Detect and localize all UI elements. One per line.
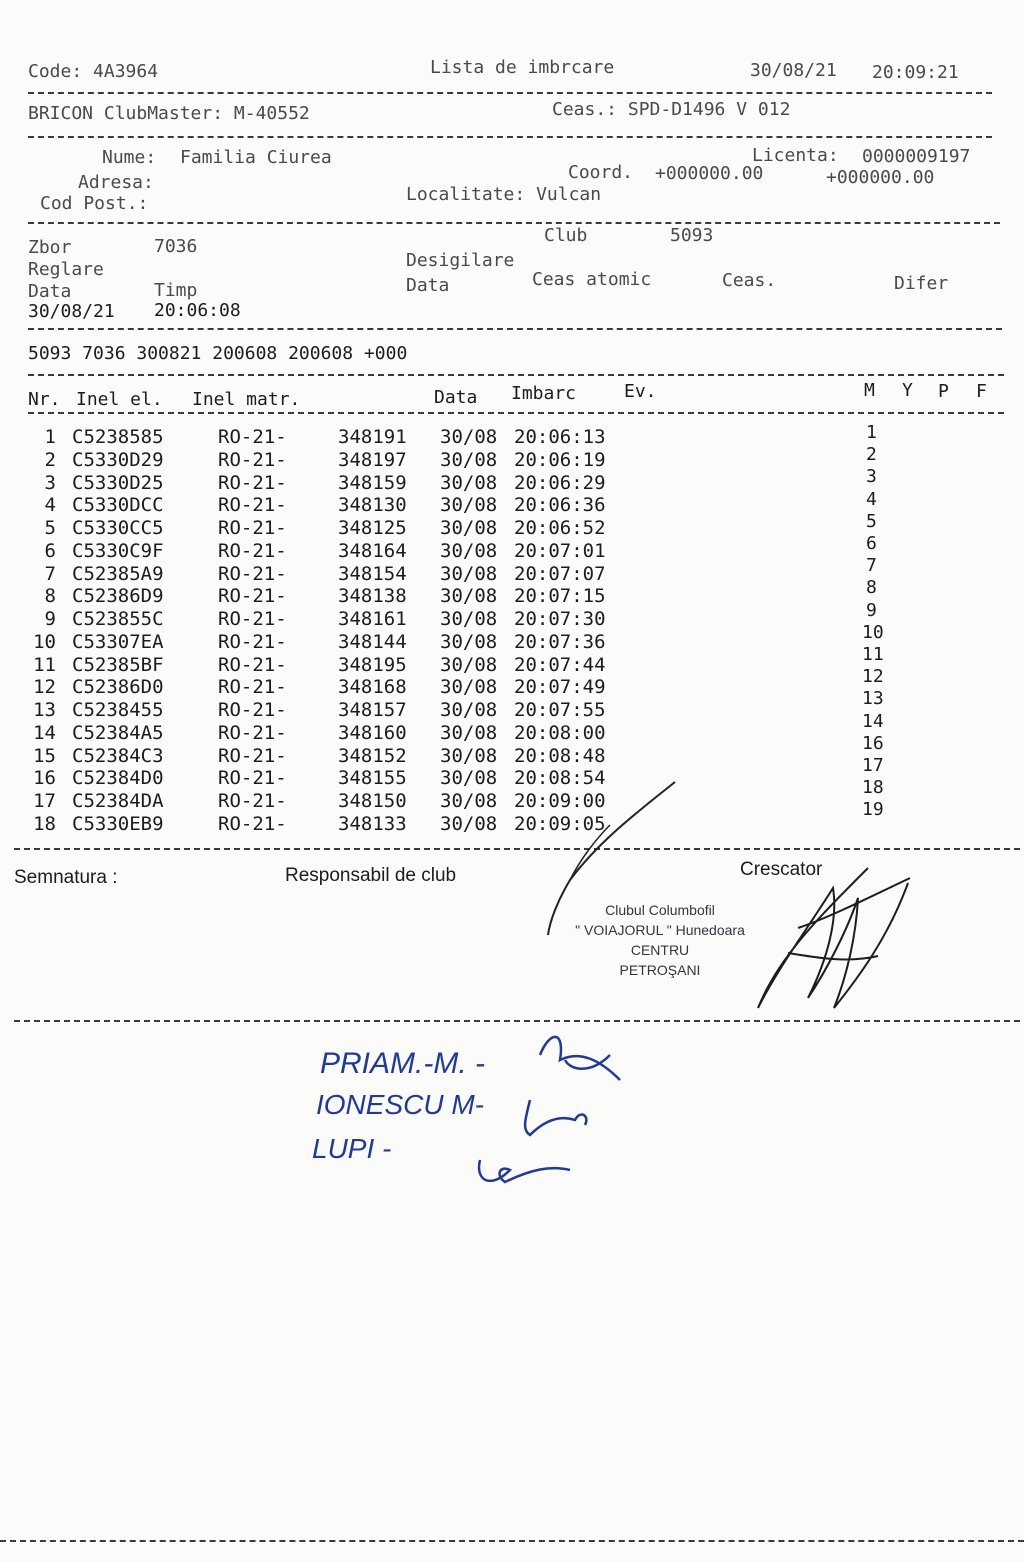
col-ev: Ev. bbox=[624, 381, 657, 402]
row-time: 20:07:07 bbox=[514, 562, 606, 585]
col-nr: Nr. bbox=[28, 389, 61, 410]
row-inel-el: C52386D0 bbox=[72, 676, 164, 699]
licenta-label: Licenta: bbox=[752, 145, 839, 166]
handwritten-line-1: PRIAM.-M. - bbox=[320, 1047, 485, 1080]
row-matr: 348195 bbox=[338, 653, 407, 676]
m-number: 3 bbox=[866, 466, 877, 488]
col-inel-el: Inel el. bbox=[76, 389, 163, 410]
row-matr: 348164 bbox=[338, 539, 407, 562]
m-number: 10 bbox=[862, 621, 884, 643]
m-number: 5 bbox=[866, 510, 877, 532]
divider bbox=[28, 374, 1004, 376]
row-number: 3 bbox=[44, 471, 56, 494]
club-value: 5093 bbox=[670, 225, 714, 246]
row-number: 17 bbox=[33, 790, 56, 812]
row-time: 20:07:30 bbox=[514, 608, 606, 630]
row-matr: 348150 bbox=[338, 790, 407, 812]
row-prefix: RO-21- bbox=[218, 630, 287, 653]
row-matr: 348157 bbox=[338, 699, 407, 721]
row-prefix: RO-21- bbox=[218, 471, 287, 494]
row-inel-el: C5238585 bbox=[72, 426, 164, 448]
row-inel-el: C52384D0 bbox=[72, 767, 164, 790]
row-time: 20:07:44 bbox=[514, 653, 606, 676]
club-label: Club bbox=[544, 225, 588, 246]
m-number: 19 bbox=[862, 799, 884, 821]
difer-label: Difer bbox=[894, 273, 949, 294]
row-number: 7 bbox=[44, 562, 56, 585]
row-time: 20:07:49 bbox=[514, 676, 606, 699]
handwritten-initials bbox=[470, 1020, 640, 1200]
coord-y: +000000.00 bbox=[826, 167, 935, 188]
header-date: 30/08/21 bbox=[750, 60, 837, 81]
row-prefix: RO-21- bbox=[218, 608, 287, 630]
row-number: 2 bbox=[44, 448, 56, 471]
row-prefix: RO-21- bbox=[218, 448, 287, 471]
row-matr: 348130 bbox=[338, 494, 407, 517]
row-matr: 348154 bbox=[338, 562, 407, 585]
row-number: 5 bbox=[44, 517, 56, 539]
row-inel-el: C5238455 bbox=[72, 699, 164, 721]
m-number: 6 bbox=[866, 533, 877, 554]
m-number: 7 bbox=[866, 555, 877, 577]
handwritten-line-2: IONESCU M- bbox=[316, 1089, 484, 1120]
row-date: 30/08 bbox=[440, 494, 498, 517]
row-prefix: RO-21- bbox=[218, 517, 287, 539]
row-matr: 348144 bbox=[338, 630, 407, 653]
row-number: 18 bbox=[33, 812, 56, 835]
row-inel-el: C52384C3 bbox=[72, 744, 164, 767]
row-inel-el: C52385BF bbox=[72, 653, 164, 676]
m-number: 9 bbox=[866, 599, 877, 621]
reglare-time: 20:06:08 bbox=[154, 300, 241, 321]
row-matr: 348152 bbox=[338, 744, 407, 767]
zbor-value: 7036 bbox=[154, 236, 198, 257]
m-number: 13 bbox=[862, 688, 884, 710]
row-time: 20:08:54 bbox=[514, 767, 606, 790]
reglare-label: Reglare bbox=[28, 259, 104, 280]
stamp-line-4: PETROŞANI bbox=[619, 962, 701, 978]
col-data: Data bbox=[434, 387, 478, 408]
m-number: 12 bbox=[862, 666, 884, 688]
row-prefix: RO-21- bbox=[218, 767, 287, 790]
row-number: 9 bbox=[44, 608, 56, 630]
nume-value: Familia Ciurea bbox=[180, 147, 332, 168]
row-prefix: RO-21- bbox=[218, 494, 287, 517]
localitate-value: Vulcan bbox=[536, 184, 602, 205]
desigilare-label: Desigilare bbox=[406, 250, 515, 271]
divider bbox=[14, 848, 1020, 850]
code-value: 4A3964 bbox=[93, 61, 159, 82]
row-time: 20:06:29 bbox=[514, 471, 606, 494]
row-matr: 348125 bbox=[338, 517, 407, 539]
row-date: 30/08 bbox=[440, 630, 498, 653]
row-date: 30/08 bbox=[440, 426, 498, 448]
divider bbox=[28, 92, 992, 94]
stamp-line-3: CENTRU bbox=[630, 942, 690, 958]
row-time: 20:06:13 bbox=[514, 426, 606, 448]
row-inel-el: C5330C9F bbox=[72, 539, 164, 562]
row-number: 8 bbox=[44, 585, 56, 608]
row-matr: 348168 bbox=[338, 676, 407, 699]
row-number: 1 bbox=[44, 426, 56, 448]
row-prefix: RO-21- bbox=[218, 790, 287, 812]
row-matr: 348161 bbox=[338, 608, 407, 630]
col-p: P bbox=[938, 381, 949, 402]
row-time: 20:07:01 bbox=[514, 539, 606, 562]
row-number: 14 bbox=[33, 721, 56, 744]
col-imbarc: Imbarc bbox=[511, 383, 577, 404]
row-number: 10 bbox=[33, 630, 56, 653]
row-inel-el: C523855C bbox=[72, 608, 164, 630]
row-date: 30/08 bbox=[440, 676, 498, 699]
desigilare-data-label: Data bbox=[406, 275, 450, 296]
crescator-signature bbox=[738, 858, 918, 1018]
row-time: 20:06:52 bbox=[514, 517, 606, 539]
col-m: M bbox=[864, 380, 875, 401]
row-matr: 348197 bbox=[338, 448, 407, 471]
row-date: 30/08 bbox=[440, 539, 498, 562]
m-number: 18 bbox=[862, 777, 884, 799]
responsabil-signature bbox=[540, 770, 690, 940]
divider bbox=[28, 222, 1000, 224]
row-date: 30/08 bbox=[440, 653, 498, 676]
row-time: 20:06:36 bbox=[514, 494, 606, 517]
row-inel-el: C5330EB9 bbox=[72, 812, 164, 835]
m-number: 2 bbox=[866, 444, 877, 466]
row-prefix: RO-21- bbox=[218, 562, 287, 585]
row-number: 13 bbox=[33, 699, 56, 721]
divider bbox=[28, 412, 1004, 414]
row-matr: 348138 bbox=[338, 585, 407, 608]
timp-label: Timp bbox=[154, 280, 198, 301]
row-time: 20:09:00 bbox=[514, 790, 606, 812]
row-inel-el: C52384DA bbox=[72, 790, 164, 812]
row-prefix: RO-21- bbox=[218, 676, 287, 699]
coord-label: Coord. bbox=[568, 162, 634, 183]
flight-summary: 5093 7036 300821 200608 200608 +000 bbox=[28, 343, 408, 364]
row-date: 30/08 bbox=[440, 608, 498, 630]
stamp-line-2: " VOIAJORUL " Hunedoara bbox=[575, 922, 745, 938]
row-matr: 348155 bbox=[338, 767, 407, 790]
row-date: 30/08 bbox=[440, 471, 498, 494]
row-inel-el: C52384A5 bbox=[72, 721, 164, 744]
m-number: 8 bbox=[866, 577, 877, 599]
row-matr: 348160 bbox=[338, 721, 407, 744]
divider bbox=[28, 328, 1002, 330]
row-matr: 348159 bbox=[338, 471, 407, 494]
clubmaster-id: BRICON ClubMaster: M-40552 bbox=[28, 103, 310, 124]
clock-id: Ceas.: SPD-D1496 V 012 bbox=[552, 99, 791, 120]
row-prefix: RO-21- bbox=[218, 721, 287, 744]
zbor-label: Zbor bbox=[28, 237, 72, 258]
coord-x: +000000.00 bbox=[655, 163, 764, 184]
row-time: 20:07:55 bbox=[514, 699, 606, 721]
col-inel-matr: Inel matr. bbox=[192, 389, 301, 410]
crescator-label: Crescator bbox=[740, 859, 823, 880]
row-number: 16 bbox=[33, 767, 56, 790]
divider bbox=[28, 136, 992, 138]
reglare-date: 30/08/21 bbox=[28, 301, 115, 322]
row-date: 30/08 bbox=[440, 448, 498, 471]
m-number: 17 bbox=[862, 755, 884, 776]
row-date: 30/08 bbox=[440, 721, 498, 744]
row-prefix: RO-21- bbox=[218, 699, 287, 721]
header-time: 20:09:21 bbox=[872, 62, 959, 83]
data-label: Data bbox=[28, 281, 72, 302]
row-prefix: RO-21- bbox=[218, 426, 287, 448]
row-time: 20:07:36 bbox=[514, 630, 606, 653]
handwritten-line-3: LUPI - bbox=[312, 1133, 392, 1164]
row-inel-el: C5330DCC bbox=[72, 494, 164, 517]
m-number: 1 bbox=[866, 422, 877, 443]
row-inel-el: C5330CC5 bbox=[72, 517, 164, 539]
col-f: F bbox=[976, 381, 987, 402]
code-label: Code: 4A3964 bbox=[28, 61, 159, 82]
row-number: 12 bbox=[33, 676, 56, 699]
adresa-label: Adresa: bbox=[78, 172, 154, 193]
row-inel-el: C5330D25 bbox=[72, 471, 164, 494]
ceas-atomic-label: Ceas atomic bbox=[532, 269, 652, 290]
row-prefix: RO-21- bbox=[218, 812, 287, 835]
row-inel-el: C52386D9 bbox=[72, 585, 164, 608]
licenta-value: 0000009197 bbox=[862, 146, 971, 167]
col-y: Y bbox=[902, 380, 913, 401]
row-time: 20:08:48 bbox=[514, 744, 606, 767]
row-number: 11 bbox=[33, 653, 56, 676]
row-number: 15 bbox=[33, 744, 56, 767]
row-date: 30/08 bbox=[440, 585, 498, 608]
m-number: 11 bbox=[862, 644, 884, 665]
localitate-label: Localitate: Vulcan bbox=[406, 184, 602, 205]
m-number: 4 bbox=[866, 488, 877, 510]
row-time: 20:08:00 bbox=[514, 721, 606, 744]
document-title: Lista de imbrcare bbox=[430, 57, 615, 78]
row-prefix: RO-21- bbox=[218, 585, 287, 608]
row-number: 4 bbox=[44, 494, 56, 517]
row-inel-el: C52385A9 bbox=[72, 562, 164, 585]
stamp-line-1: Clubul Columbofil bbox=[605, 902, 715, 918]
row-prefix: RO-21- bbox=[218, 539, 287, 562]
divider bbox=[0, 1540, 1024, 1542]
row-time: 20:07:15 bbox=[514, 585, 606, 608]
responsabil-label: Responsabil de club bbox=[285, 865, 457, 886]
row-date: 30/08 bbox=[440, 744, 498, 767]
row-time: 20:09:05 bbox=[514, 812, 606, 835]
row-date: 30/08 bbox=[440, 812, 498, 835]
m-number: 14 bbox=[862, 710, 884, 732]
row-date: 30/08 bbox=[440, 767, 498, 790]
row-date: 30/08 bbox=[440, 790, 498, 812]
row-date: 30/08 bbox=[440, 699, 498, 721]
row-matr: 348133 bbox=[338, 812, 407, 835]
row-inel-el: C5330D29 bbox=[72, 448, 164, 471]
semnatura-label: Semnatura : bbox=[14, 867, 118, 888]
row-inel-el: C53307EA bbox=[72, 630, 164, 653]
row-date: 30/08 bbox=[440, 562, 498, 585]
m-number: 16 bbox=[862, 732, 884, 754]
row-number: 6 bbox=[44, 539, 56, 562]
row-date: 30/08 bbox=[440, 517, 498, 539]
nume-label: Nume: bbox=[102, 147, 157, 168]
codpost-label: Cod Post.: bbox=[40, 193, 149, 214]
row-matr: 348191 bbox=[338, 426, 407, 448]
row-time: 20:06:19 bbox=[514, 448, 606, 471]
row-prefix: RO-21- bbox=[218, 653, 287, 676]
row-prefix: RO-21- bbox=[218, 744, 287, 767]
ceas-label: Ceas. bbox=[722, 270, 777, 291]
